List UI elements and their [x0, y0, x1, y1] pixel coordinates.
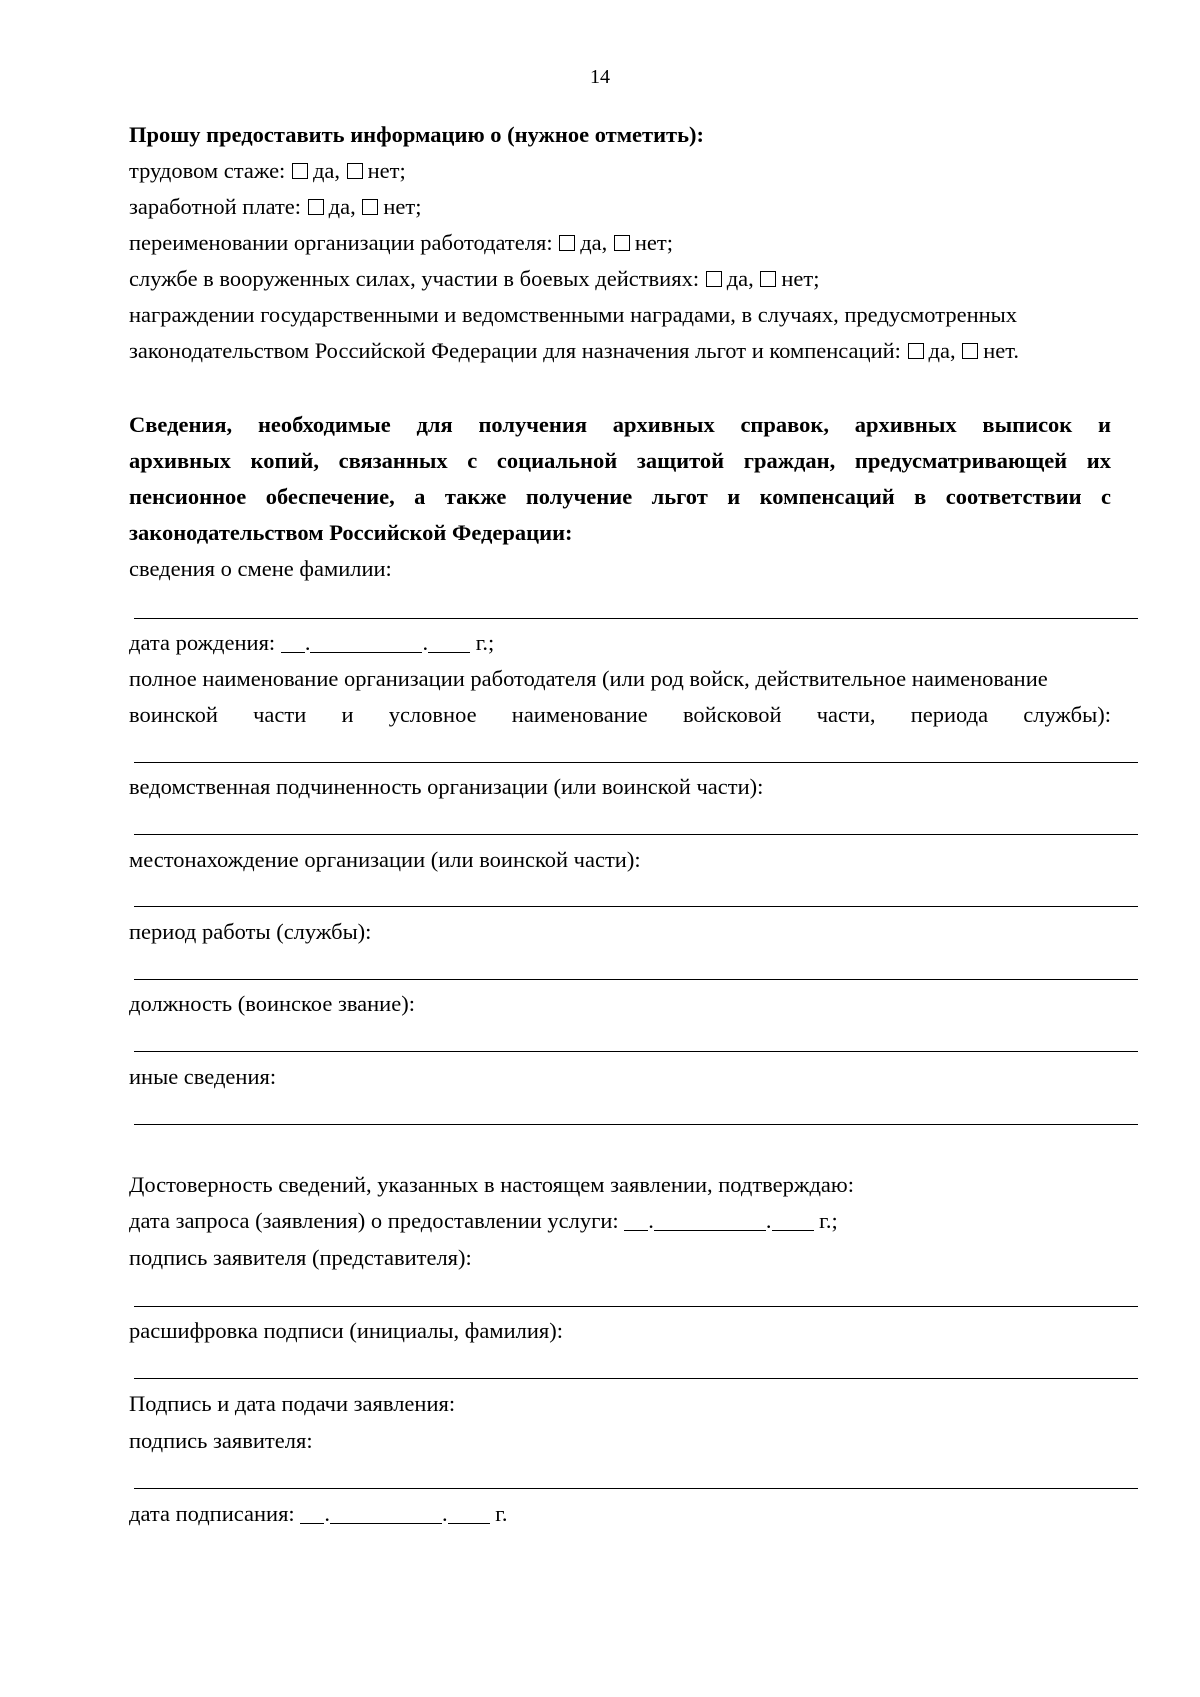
work-period-label: период работы (службы):	[129, 919, 372, 944]
employer-label-line2: воинской части и условное наименование войсковой части, периода службы):	[129, 702, 1111, 727]
birth-date-label: дата рождения:	[129, 630, 276, 655]
request-label: законодательством Российской Федерации для назначения льгот и компенсаций:	[129, 338, 901, 363]
request-awards-line1: награждении государственными и ведомственными наградами, в случаях, предусмотренных	[129, 302, 1018, 327]
checkbox-no[interactable]	[347, 163, 363, 179]
request-year-field[interactable]	[772, 1212, 814, 1231]
no-label: нет.	[983, 338, 1020, 363]
signing-year-field[interactable]	[448, 1505, 490, 1524]
no-label: нет;	[367, 158, 406, 183]
checkbox-no[interactable]	[614, 235, 630, 251]
no-label: нет;	[383, 194, 422, 219]
position-field[interactable]	[134, 1051, 1138, 1052]
checkbox-no[interactable]	[362, 199, 378, 215]
checkbox-no[interactable]	[760, 271, 776, 287]
submission-signature-label: подпись заявителя:	[129, 1428, 313, 1453]
yes-label: да,	[312, 158, 341, 183]
checkbox-no[interactable]	[962, 343, 978, 359]
birth-day-field[interactable]	[281, 634, 305, 653]
request-work-experience	[129, 160, 406, 183]
applicant-signature-label: подпись заявителя (представителя):	[129, 1245, 472, 1270]
request-label: трудовом стаже:	[129, 158, 286, 183]
no-label: нет;	[781, 266, 820, 291]
info-heading-line4: законодательством Российской Федерации:	[129, 520, 573, 545]
no-label: нет;	[634, 230, 674, 255]
surname-change-field[interactable]	[134, 618, 1138, 619]
request-label: заработной плате:	[129, 194, 302, 219]
other-info-label: иные сведения:	[129, 1064, 277, 1089]
work-period-field[interactable]	[134, 979, 1138, 980]
request-month-field[interactable]	[654, 1212, 766, 1231]
request-label: службе в вооруженных силах, участии в боевых действиях:	[129, 266, 700, 291]
submission-heading: Подпись и дата подачи заявления:	[129, 1391, 456, 1416]
birth-year-field[interactable]	[428, 634, 470, 653]
info-heading-line3: пенсионное обеспечение, а также получение льгот и компенсаций в соответствии с	[129, 484, 1111, 509]
yes-label: да,	[580, 230, 608, 255]
checkbox-yes[interactable]	[559, 235, 575, 251]
other-info-field[interactable]	[134, 1124, 1138, 1125]
info-heading-line1: Сведения, необходимые для получения архивных справок, архивных выписок и	[129, 412, 1111, 437]
signature-decoding-label: расшифровка подписи (инициалы, фамилия):	[129, 1318, 564, 1343]
request-date-label: дата запроса (заявления) о предоставлении услуги:	[129, 1208, 619, 1233]
request-label: переименовании организации работодателя:	[129, 230, 553, 255]
birth-date-row: дата рождения: . . г.;	[129, 630, 495, 655]
signing-day-field[interactable]	[300, 1505, 324, 1524]
position-label: должность (воинское звание):	[129, 991, 415, 1016]
submission-signature-field[interactable]	[134, 1488, 1138, 1489]
yes-label: да,	[328, 194, 356, 219]
applicant-signature-field[interactable]	[134, 1306, 1138, 1307]
signing-month-field[interactable]	[330, 1505, 442, 1524]
request-awards-line2	[129, 340, 1019, 363]
checkbox-yes[interactable]	[706, 271, 722, 287]
yes-label: да,	[928, 338, 956, 363]
birth-month-field[interactable]	[310, 634, 422, 653]
employer-label-line1: полное наименование организации работодателя (или род войск, действительное наименование	[129, 666, 1048, 691]
request-heading: Прошу предоставить информацию о (нужное отметить):	[129, 122, 704, 147]
signing-date-label: дата подписания:	[129, 1501, 295, 1526]
subordination-label: ведомственная подчиненность организации (или воинской части):	[129, 774, 764, 799]
request-date-row: дата запроса (заявления) о предоставлении услуги: . . г.;	[129, 1208, 838, 1233]
location-label: местонахождение организации (или воинской части):	[129, 847, 641, 872]
subordination-field[interactable]	[134, 834, 1138, 835]
signature-decoding-field[interactable]	[134, 1378, 1138, 1379]
request-military-service	[129, 268, 820, 291]
yes-label: да,	[726, 266, 754, 291]
request-salary	[129, 196, 421, 219]
year-suffix: г.	[495, 1501, 508, 1526]
info-heading-line2: архивных копий, связанных с социальной защитой граждан, предусматривающей их	[129, 448, 1111, 473]
year-suffix: г.;	[819, 1208, 838, 1233]
year-suffix: г.;	[475, 630, 495, 655]
checkbox-yes[interactable]	[292, 163, 308, 179]
confirmation-statement: Достоверность сведений, указанных в настоящем заявлении, подтверждаю:	[129, 1172, 854, 1197]
request-day-field[interactable]	[624, 1212, 648, 1231]
checkbox-yes[interactable]	[908, 343, 924, 359]
location-field[interactable]	[134, 906, 1138, 907]
request-employer-renaming	[129, 232, 673, 255]
employer-field[interactable]	[134, 762, 1138, 763]
page-number: 14	[590, 66, 610, 88]
surname-change-label: сведения о смене фамилии:	[129, 556, 392, 581]
signing-date-row: дата подписания: . . г.	[129, 1501, 508, 1526]
checkbox-yes[interactable]	[308, 199, 324, 215]
